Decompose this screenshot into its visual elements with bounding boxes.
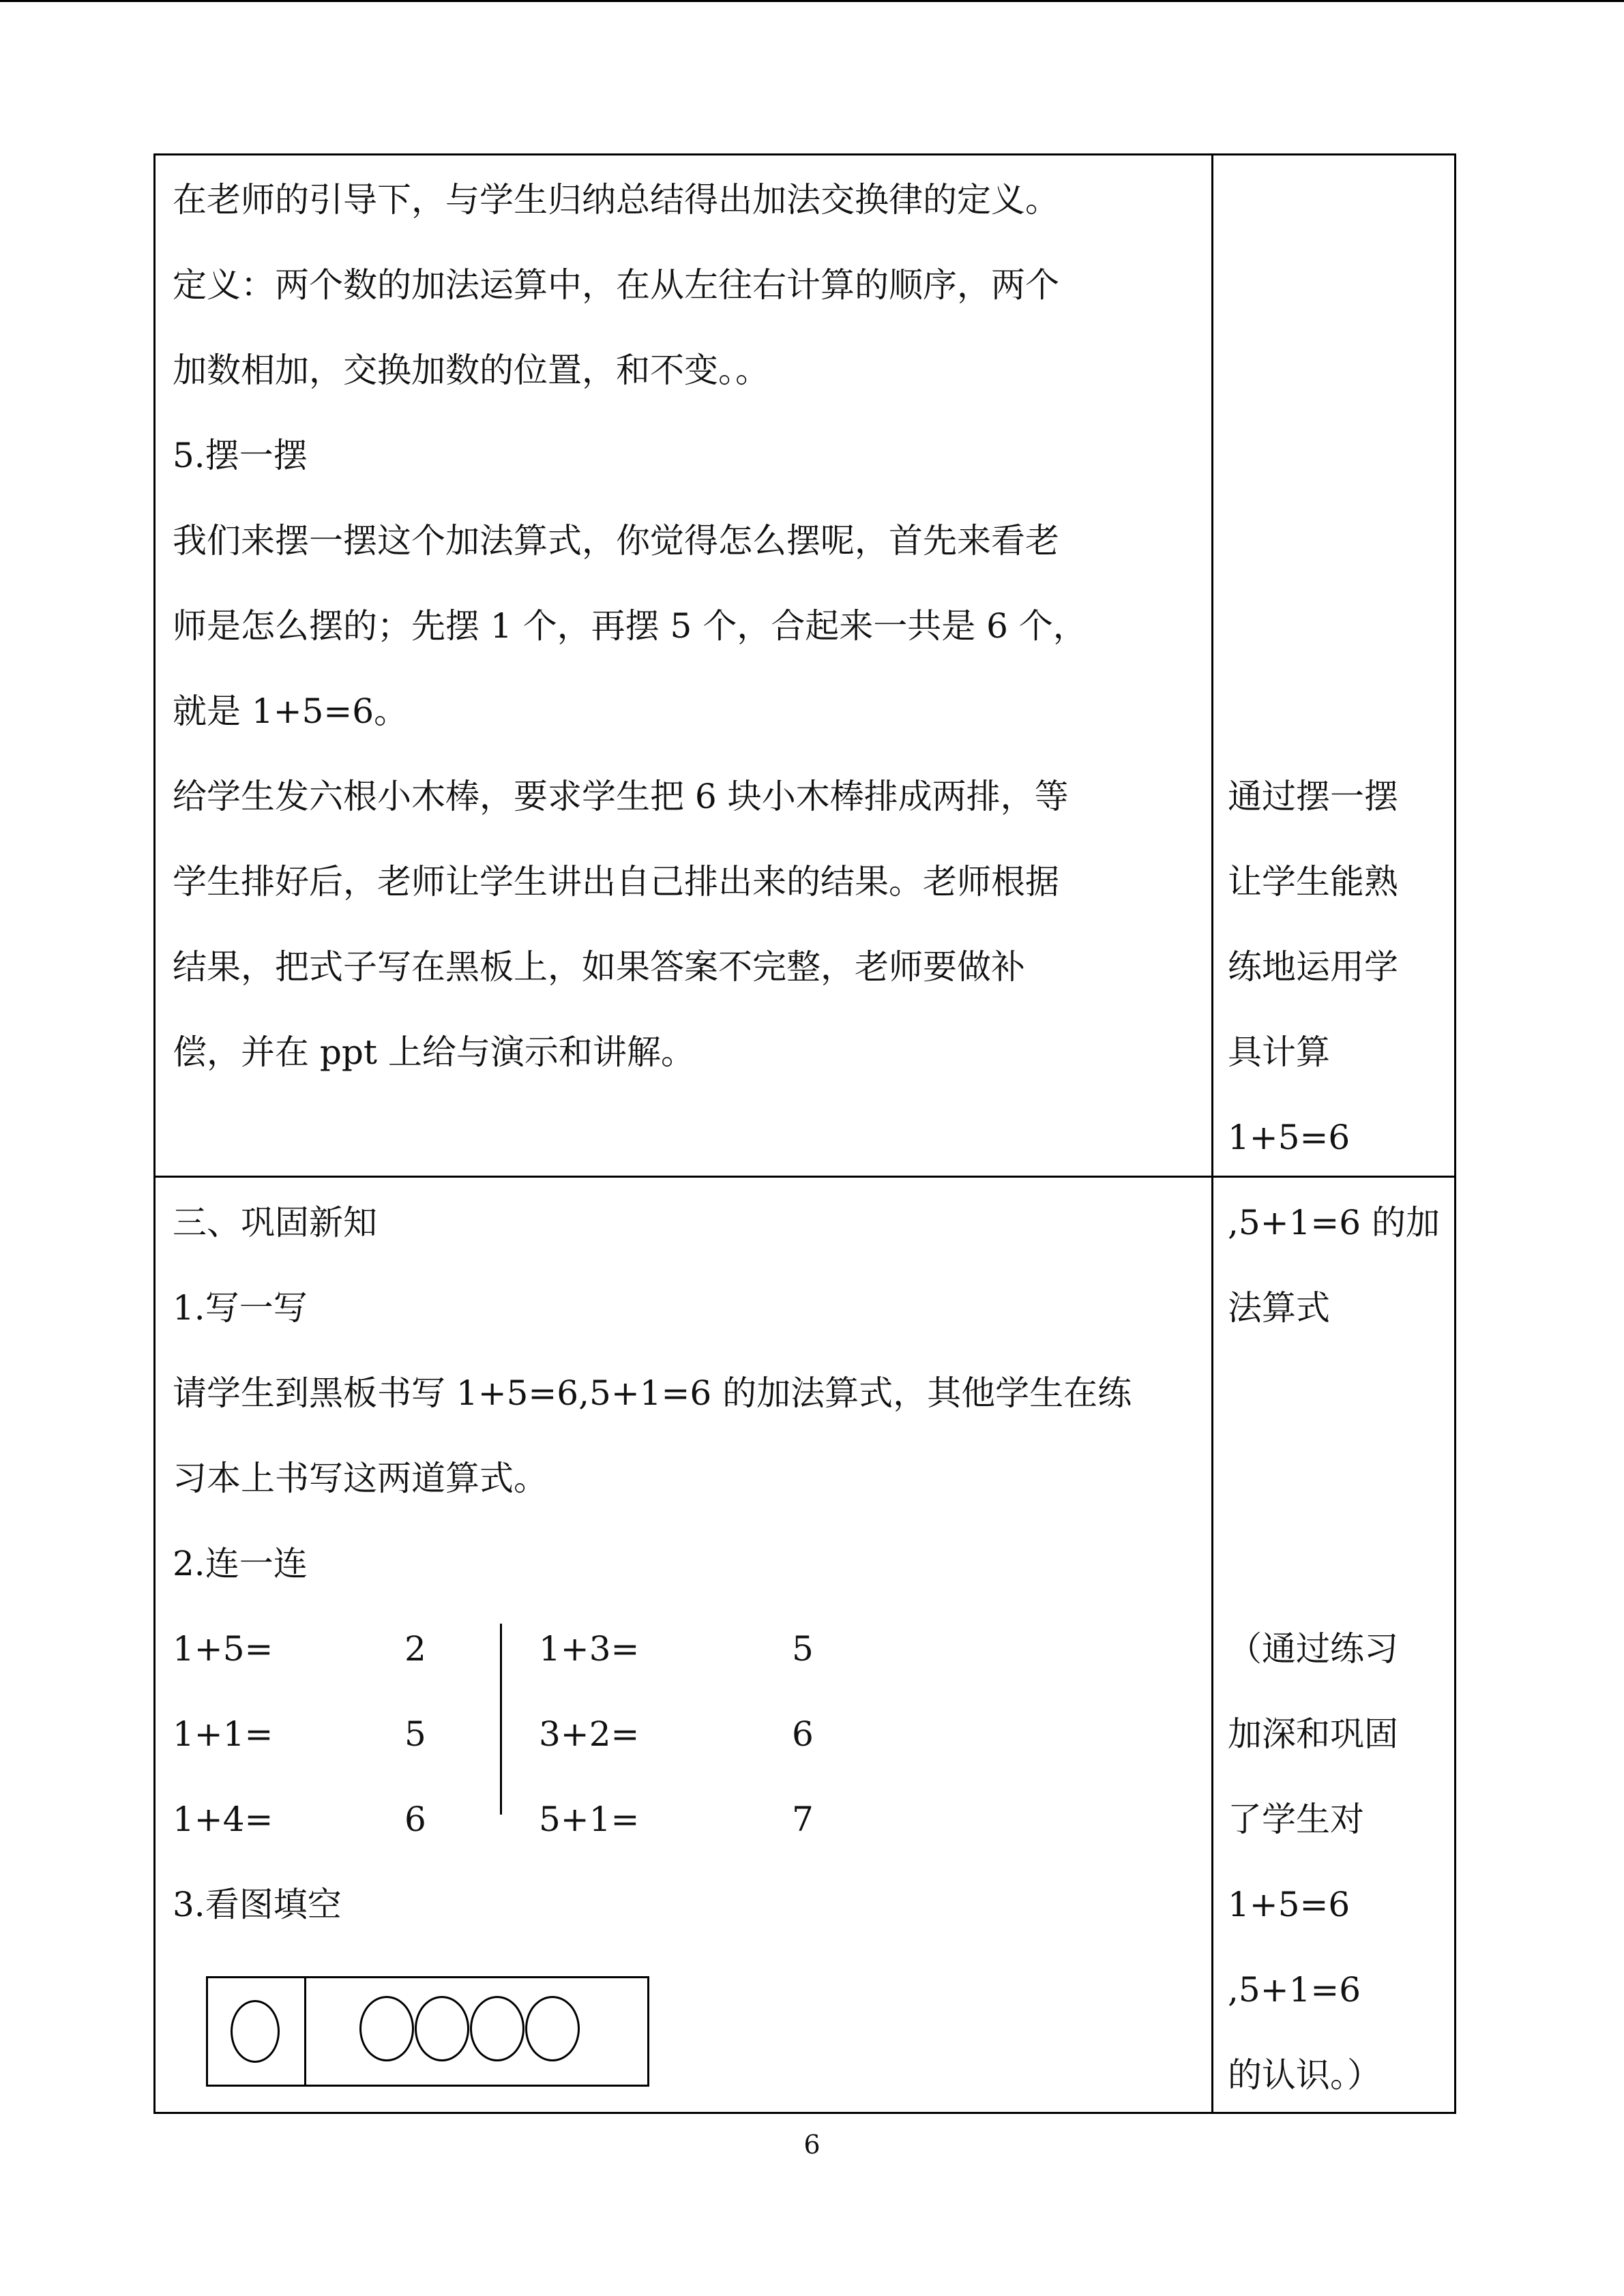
- paragraph-line: 师是怎么摆的；先摆 1 个，再摆 5 个，合起来一共是 6 个，: [173, 606, 1087, 646]
- answer-number: 6: [404, 1800, 426, 1839]
- answer-number: 6: [792, 1714, 814, 1754]
- side-note-line: 具计算: [1228, 1032, 1330, 1072]
- picture-separator: [304, 1978, 306, 2085]
- paragraph-line: 加数相加，交换加数的位置，和不变。。: [173, 351, 769, 390]
- side-note-line: 法算式: [1228, 1288, 1330, 1328]
- picture-box: [206, 1976, 649, 2087]
- section-title: 1.写一写: [173, 1288, 308, 1328]
- paragraph-line: 请学生到黑板书写 1+5=6,5+1=6 的加法算式，其他学生在练: [173, 1373, 1132, 1413]
- paragraph-line: 习本上书写这两道算式。: [173, 1459, 548, 1498]
- circle-shape: [525, 1996, 580, 2061]
- exercise-divider: [500, 1624, 502, 1815]
- paragraph-line: 我们来摆一摆这个加法算式，你觉得怎么摆呢，首先来看老: [173, 521, 1059, 561]
- expression: 1+3=: [539, 1629, 640, 1669]
- circle-shape: [415, 1996, 469, 2061]
- row-divider: [156, 1176, 1454, 1178]
- answer-number: 7: [792, 1800, 814, 1839]
- expression: 1+1=: [173, 1714, 274, 1754]
- side-note-line: 的认识。）: [1228, 2055, 1381, 2095]
- side-note-line: 练地运用学: [1228, 947, 1398, 987]
- paragraph-line: 结果，把式子写在黑板上，如果答案不完整，老师要做补: [173, 947, 1025, 987]
- side-note-line: 让学生能熟: [1228, 862, 1398, 901]
- side-note-line: ,5+1=6 的加: [1228, 1203, 1441, 1242]
- paragraph-line: 在老师的引导下，与学生归纳总结得出加法交换律的定义。: [173, 180, 1059, 220]
- paragraph-line: 就是 1+5=6。: [173, 691, 409, 731]
- side-note-line: ,5+1=6: [1228, 1970, 1361, 2010]
- page-number: 6: [803, 2130, 821, 2160]
- side-note-line: 通过摆一摆: [1228, 777, 1398, 816]
- side-note-line: 加深和巩固: [1228, 1714, 1398, 1754]
- section-heading: 三、巩固新知: [173, 1203, 377, 1242]
- lesson-table: [153, 153, 1456, 2114]
- circle-shape: [359, 1996, 414, 2061]
- expression: 3+2=: [539, 1714, 640, 1754]
- paragraph-line: 给学生发六根小木棒，要求学生把 6 块小木棒排成两排，等: [173, 777, 1069, 816]
- section-title: 3.看图填空: [173, 1885, 342, 1924]
- paragraph-line: 定义：两个数的加法运算中，在从左往右计算的顺序，两个: [173, 265, 1059, 305]
- side-note-line: 1+5=6: [1228, 1885, 1350, 1924]
- answer-number: 2: [404, 1629, 426, 1669]
- expression: 5+1=: [539, 1800, 640, 1839]
- expression: 1+4=: [173, 1800, 274, 1839]
- section-title: 5.摆一摆: [173, 436, 308, 475]
- answer-number: 5: [792, 1629, 814, 1669]
- paragraph-line: 学生排好后，老师让学生讲出自己排出来的结果。老师根据: [173, 862, 1059, 901]
- side-note-line: 了学生对: [1228, 1800, 1364, 1839]
- column-divider: [1211, 155, 1213, 2112]
- side-note-line: 1+5=6: [1228, 1118, 1350, 1157]
- expression: 1+5=: [173, 1629, 274, 1669]
- circle-shape: [470, 1996, 525, 2061]
- answer-number: 5: [404, 1714, 426, 1754]
- section-title: 2.连一连: [173, 1544, 308, 1583]
- side-note-line: （通过练习: [1228, 1629, 1398, 1669]
- page-top-rule: [0, 0, 1624, 2]
- paragraph-line: 偿，并在 ppt 上给与演示和讲解。: [173, 1032, 695, 1072]
- circle-shape: [231, 2000, 280, 2063]
